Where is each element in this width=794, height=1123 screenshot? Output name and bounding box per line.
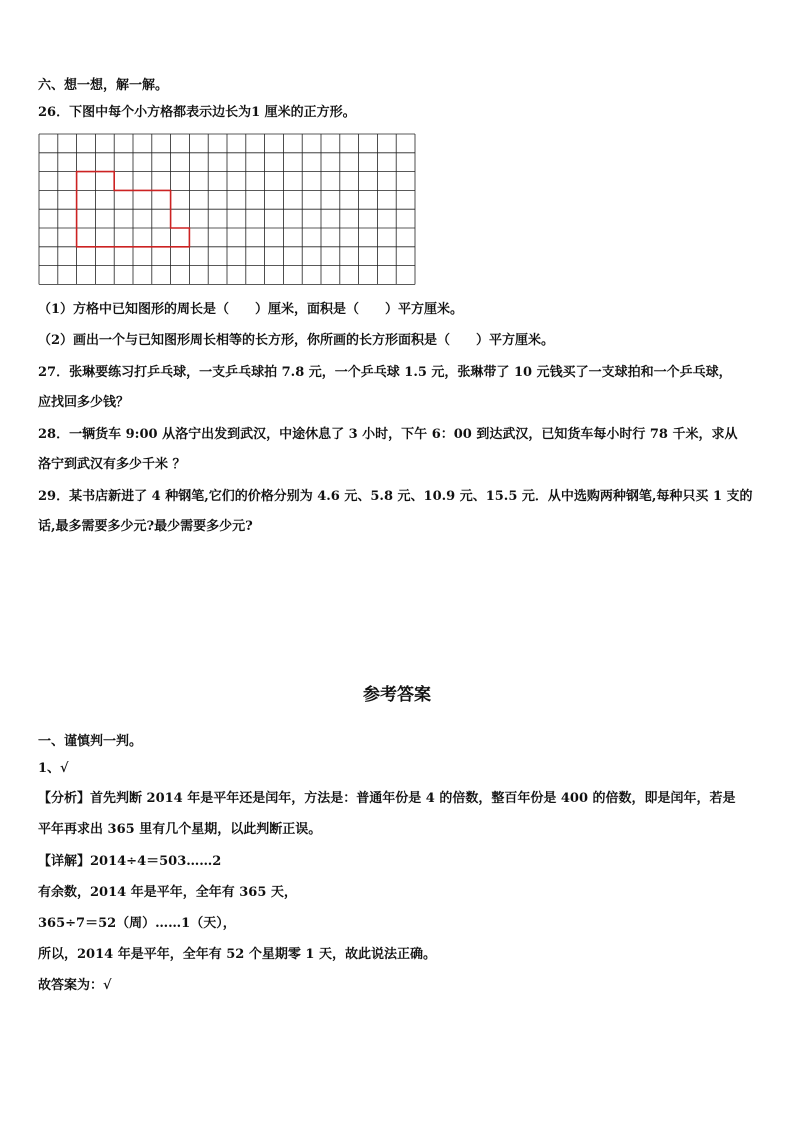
q28-line2: 洛宁到武汉有多少千米 ？	[38, 457, 186, 472]
answer-analysis-line2: 平年再求出 365 里有几个星期，以此判断正误。	[38, 822, 322, 837]
grid-svg	[38, 133, 418, 287]
answer-final: 故答案为：√	[38, 978, 112, 993]
section6-heading: 六、想一想，解一解。	[38, 78, 169, 93]
answer-q1: 1、√	[38, 761, 69, 776]
answer-detail-line2: 有余数，2014 年是平年，全年有 365 天，	[38, 885, 297, 900]
q27-line1: 27．张琳要练习打乒乓球，一支乒乓球拍 7.8 元，一个乒乓球 1.5 元，张琳带了 10 元钱买了一支球拍和一个乒乓球，	[38, 365, 732, 380]
q29-line1: 29．某书店新进了 4 种钢笔,它们的价格分别为 4.6 元、5.8 元、10.9 元、15.5 元．从中选购两种钢笔,每种只买 1 支的	[38, 489, 753, 504]
answer-detail-line4: 所以，2014 年是平年，全年有 52 个星期零 1 天，故此说法正确。	[38, 947, 436, 962]
q27-line2: 应找回多少钱？	[38, 395, 130, 410]
square-grid-figure	[38, 133, 418, 291]
q26-part2: （2）画出一个与已知图形周长相等的长方形，你所画的长方形面积是（ ）平方厘米。	[38, 333, 555, 348]
answer-section1-heading: 一、谨慎判一判。	[38, 734, 143, 749]
answer-analysis-line1: 【分析】首先判断 2014 年是平年还是闰年，方法是：普通年份是 4 的倍数，整百年份是 400 的倍数，即是闰年，若是	[38, 791, 736, 806]
answer-detail-line1: 【详解】2014÷4＝503……2	[38, 854, 222, 869]
q28-line1: 28．一辆货车 9:00 从洛宁出发到武汉，中途休息了 3 小时，下午 6：00 到达武汉，已知货车每小时行 78 千米，求从	[38, 427, 738, 442]
answer-detail-line3: 365÷7＝52（周）……1（天），	[38, 916, 236, 931]
q29-line2: 话,最多需要多少元?最少需要多少元?	[38, 519, 253, 534]
answer-title: 参考答案	[363, 685, 431, 705]
q26-part1: （1）方格中已知图形的周长是（ ）厘米，面积是（ ）平方厘米。	[38, 302, 464, 317]
q26-text: 26．下图中每个小方格都表示边长为1 厘米的正方形。	[38, 105, 356, 120]
